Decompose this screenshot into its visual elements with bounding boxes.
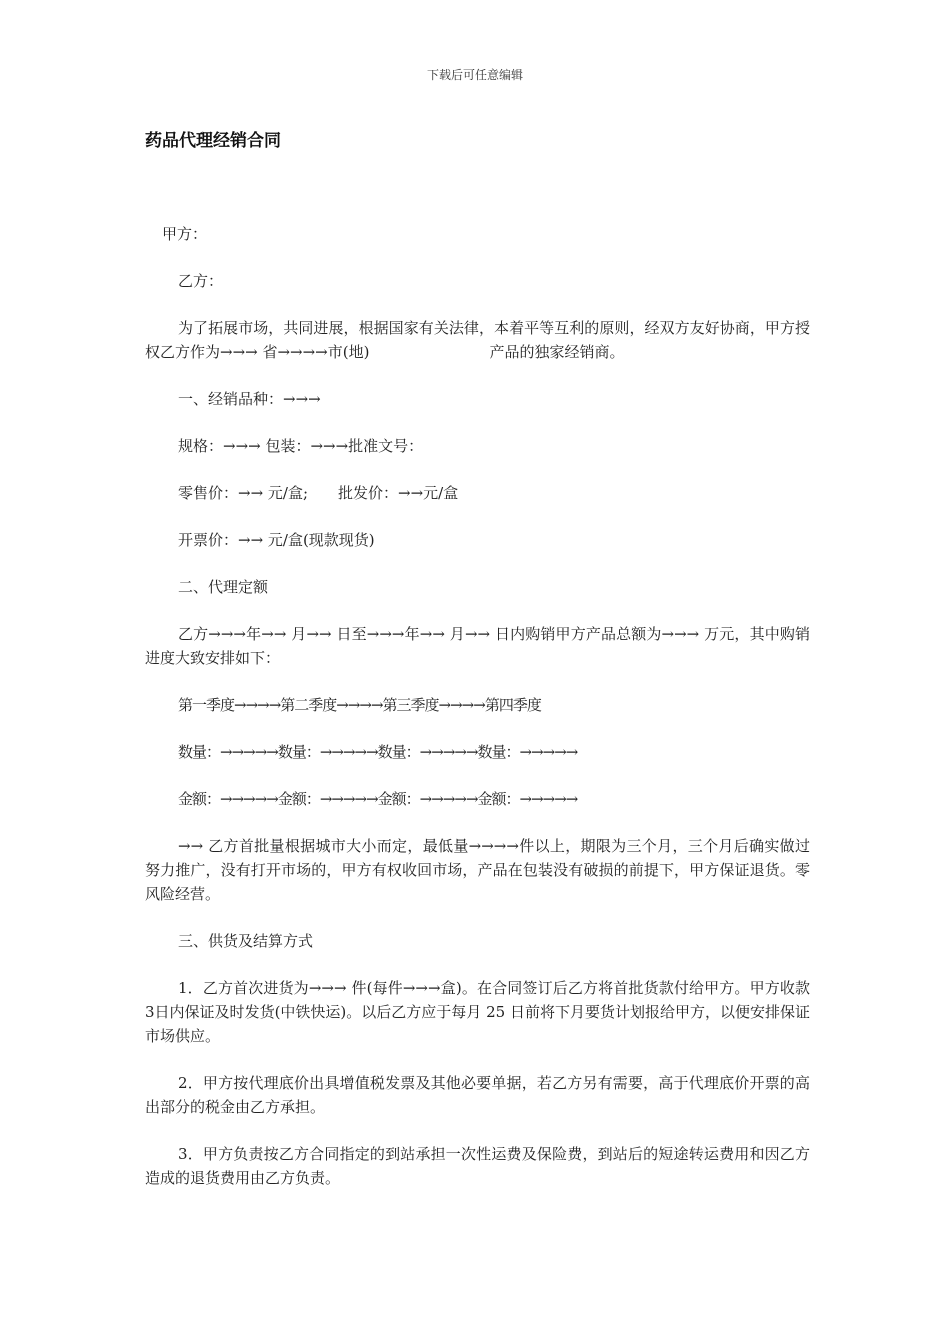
spec-line: 规格：→→→ 包装：→→→批准文号：: [178, 437, 424, 455]
document-body: [145, 222, 810, 1213]
party-a-line: 甲方：: [162, 225, 208, 243]
section-2-heading: 二、代理定额: [178, 578, 269, 596]
quantity-line: 数量：→→→→→数量：→→→→→数量：→→→→→数量：→→→→→: [178, 743, 578, 761]
quarters-line: 第一季度→→→→第二季度→→→→第三季度→→→→第四季度: [178, 696, 541, 714]
party-b-line: 乙方：: [178, 272, 224, 290]
section-3-heading: 三、供货及结算方式: [178, 932, 314, 950]
invoice-price-line: 开票价：→→ 元/盒(现款现货): [178, 531, 375, 549]
clause-3-2: 2．甲方按代理底价出具增值税发票及其他必要单据，若乙方另有需要，高于代理底价开票的高出部分的税金由乙方承担。: [145, 1074, 810, 1116]
clause-3-1: 1．乙方首次进货为→→→ 件(每件→→→盒)。在合同签订后乙方将首批货款付给甲方。甲方收款3日内保证及时发货(中铁快运)。以后乙方应于每月 25 日前将下月要货计划报给甲方，以便安排保证市场供应。: [145, 979, 810, 1045]
preamble-paragraph: 为了拓展市场，共同进展，根据国家有关法律，本着平等互利的原则，经双方友好协商，甲方授权乙方作为→→→ 省→→→→市(地) 产品的独家经销商。: [145, 319, 810, 361]
first-batch-paragraph: →→ 乙方首批量根据城市大小而定，最低量→→→→件以上，期限为三个月，三个月后确实做过努力推广，没有打开市场的，甲方有权收回市场，产品在包装没有破损的前提下，甲方保证退货。零风险经营。: [145, 837, 810, 903]
retail-price-line: 零售价：→→ 元/盒; 批发价：→→元/盒: [178, 484, 459, 502]
document-title: 药品代理经销合同: [145, 131, 281, 151]
section-1-heading: 一、经销品种：→→→: [178, 390, 321, 408]
header-note: 下载后可任意编辑: [426, 68, 523, 82]
quota-paragraph: 乙方→→→年→→ 月→→ 日至→→→年→→ 月→→ 日内购销甲方产品总额为→→→ 万元，其中购销进度大致安排如下：: [145, 625, 810, 667]
clause-3-3: 3．甲方负责按乙方合同指定的到站承担一次性运费及保险费，到站后的短途转运费用和因乙方造成的退货费用由乙方负责。: [145, 1145, 810, 1187]
amount-line: 金额：→→→→→金额：→→→→→金额：→→→→→金额：→→→→→: [178, 790, 578, 808]
